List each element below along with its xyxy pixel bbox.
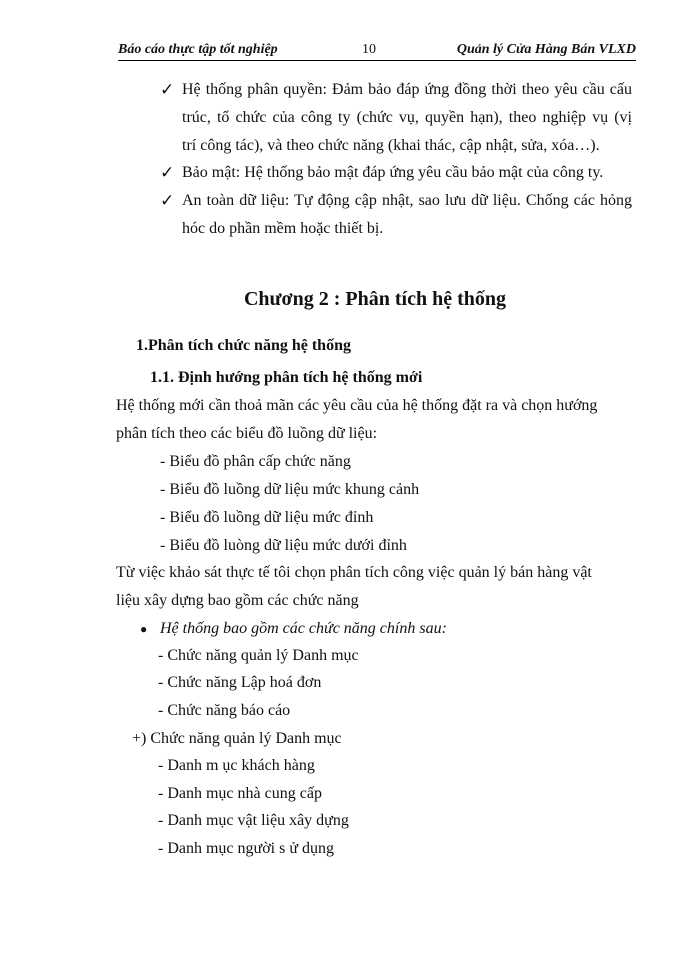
catalog-item-3: - Danh mục vật liệu xây dựng bbox=[158, 812, 349, 829]
header-rule bbox=[118, 60, 636, 61]
checkmark-icon: ✓ bbox=[160, 163, 175, 182]
header-report-title: Báo cáo thực tập tốt nghiệp bbox=[118, 42, 278, 57]
main-function-1: - Chức năng quản lý Danh mục bbox=[158, 647, 359, 664]
requirement-3-line-1: An toàn dữ liệu: Tự động cập nhật, sao lưu dữ liệu. Chống các hỏng bbox=[182, 192, 632, 209]
diagram-item-4: - Biểu đồ luòng dữ liệu mức dưới đỉnh bbox=[160, 537, 407, 554]
diagram-item-2: - Biểu đồ luồng dữ liệu mức khung cảnh bbox=[160, 481, 420, 498]
diagram-item-3: - Biểu đồ luồng dữ liệu mức đỉnh bbox=[160, 509, 374, 526]
requirement-1-line-2: trúc, tổ chức của công ty (chức vụ, quyền hạn), theo nghiệp vụ (vị bbox=[182, 109, 632, 126]
section-title: 1.Phân tích chức năng hệ thống bbox=[136, 337, 351, 354]
requirement-1-line-3: trí công tác), và theo chức năng (khai thác, cập nhật, sửa, xóa…). bbox=[182, 137, 600, 154]
catalog-heading: +) Chức năng quản lý Danh mục bbox=[132, 730, 342, 747]
header-project-title: Quản lý Cửa Hàng Bán VLXD bbox=[456, 42, 636, 57]
page-number: 10 bbox=[362, 42, 376, 57]
intro-line-1: Hệ thống mới cần thoả mãn các yêu cầu của hệ thống đặt ra và chọn hướng bbox=[116, 397, 598, 414]
intro-line-2: phân tích theo các biểu đồ luồng dữ liệu: bbox=[116, 425, 378, 442]
page-header bbox=[118, 40, 636, 62]
requirement-2-line-1: Bảo mật: Hệ thống bảo mật đáp ứng yêu cầu bảo mật của công ty. bbox=[182, 164, 604, 181]
survey-line-2: liệu xây dựng bao gồm các chức năng bbox=[116, 592, 359, 609]
requirement-3-line-2: hóc do phần mềm hoặc thiết bị. bbox=[182, 220, 384, 237]
catalog-item-2: - Danh mục nhà cung cấp bbox=[158, 785, 322, 802]
diagram-item-1: - Biểu đồ phân cấp chức năng bbox=[160, 453, 351, 470]
subsection-title: 1.1. Định hướng phân tích hệ thống mới bbox=[150, 369, 423, 386]
catalog-item-4: - Danh mục người s ử dụng bbox=[158, 840, 335, 857]
main-functions-heading: Hệ thống bao gồm các chức năng chính sau: bbox=[160, 620, 447, 637]
survey-line-1: Từ việc khảo sát thực tế tôi chọn phân tích công việc quản lý bán hàng vật bbox=[116, 564, 592, 581]
catalog-item-1: - Danh m ục khách hàng bbox=[158, 757, 315, 774]
checkmark-icon: ✓ bbox=[160, 191, 175, 210]
requirement-1-line-1: Hệ thống phân quyền: Đảm bảo đáp ứng đồng thời theo yêu cầu cấu bbox=[182, 81, 632, 98]
main-function-3: - Chức năng báo cáo bbox=[158, 702, 291, 719]
bullet-icon: ● bbox=[140, 622, 148, 636]
main-function-2: - Chức năng Lập hoá đơn bbox=[158, 674, 322, 691]
checkmark-icon: ✓ bbox=[160, 80, 175, 99]
chapter-title: Chương 2 : Phân tích hệ thống bbox=[243, 288, 506, 310]
